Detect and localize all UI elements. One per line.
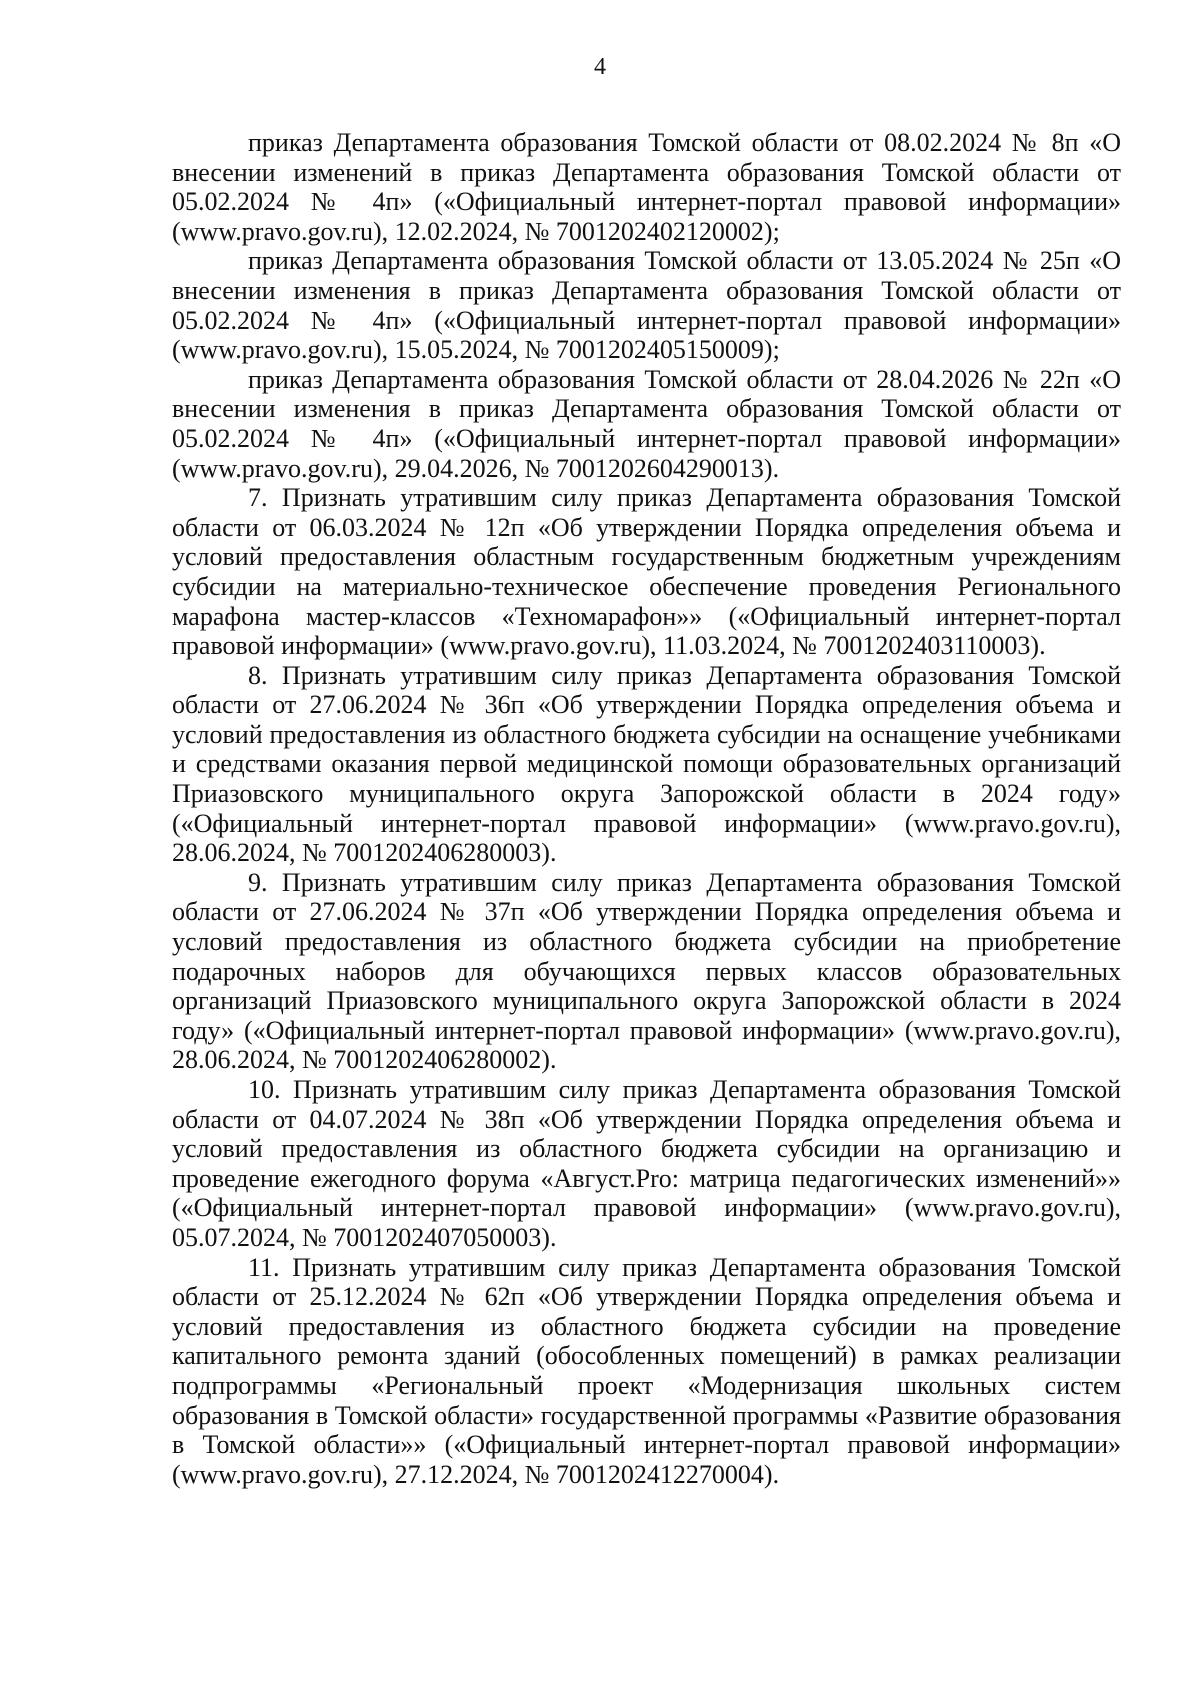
paragraph-order-22p: приказ Департамента образования Томской области от 28.04.2026 № 22п «О внесении изменения в приказ Департамента образования Томской области от 05.02.2024 № 4п» («Официальный интернет-портал правовой информации» (www.pravo.gov.ru), 29.04.2026, № 7001202604290013). <box>172 364 1121 483</box>
paragraph-order-25p: приказ Департамента образования Томской области от 13.05.2024 № 25п «О внесении изменения в приказ Департамента образования Томской области от 05.02.2024 № 4п» («Официальный интернет-портал правовой информации» (www.pravo.gov.ru), 15.05.2024, № 7001202405150009); <box>172 246 1121 365</box>
page-number: 4 <box>594 54 606 80</box>
paragraph-order-8p: приказ Департамента образования Томской области от 08.02.2024 № 8п «О внесении изменений в приказ Департамента образования Томской области от 05.02.2024 № 4п» («Официальный интернет-портал правовой информации» (www.pravo.gov.ru), 12.02.2024, № 7001202402120002); <box>172 128 1121 246</box>
paragraph-item-7: 7. Признать утратившим силу приказ Департамента образования Томской области от 06.03.2024 № 12п «Об утверждении Порядка определения объема и условий предоставления областным государственным бюджетным учреждениям субсидии на материально-техническое обеспечение проведения Регионального марафона мастер-классов «Техномарафон»» («Официальный интернет-портал правовой информации» (www.pravo.gov.ru), 11.03.2024, № 7001202403110003). <box>172 483 1121 661</box>
paragraph-item-9: 9. Признать утратившим силу приказ Департамента образования Томской области от 27.06.2024 № 37п «Об утверждении Порядка определения объема и условий предоставления из областного бюджета субсидии на приобретение подарочных наборов для обучающихся первых классов образовательных организаций Приазовского муниципального округа Запорожской области в 2024 году» («Официальный интернет-портал правовой информации» (www.pravo.gov.ru), 28.06.2024, № 7001202406280002). <box>172 867 1121 1075</box>
document-body <box>172 128 1121 1489</box>
paragraph-item-8: 8. Признать утратившим силу приказ Департамента образования Томской области от 27.06.2024 № 36п «Об утверждении Порядка определения объема и условий предоставления из областного бюджета субсидии на оснащение учебниками и средствами оказания первой медицинской помощи образовательных организаций Приазовского муниципального округа Запорожской области в 2024 году» («Официальный интернет-портал правовой информации» (www.pravo.gov.ru), 28.06.2024, № 7001202406280003). <box>172 660 1121 868</box>
paragraph-item-11: 11. Признать утратившим силу приказ Департамента образования Томской области от 25.12.2024 № 62п «Об утверждении Порядка определения объема и условий предоставления из областного бюджета субсидии на проведение капитального ремонта зданий (обособленных помещений) в рамках реализации подпрограммы «Региональный проект «Модернизация школьных систем образования в Томской области» государственной программы «Развитие образования в Томской области»» («Официальный интернет-портал правовой информации» (www.pravo.gov.ru), 27.12.2024, № 7001202412270004). <box>172 1252 1121 1489</box>
paragraph-item-10: 10. Признать утратившим силу приказ Департамента образования Томской области от 04.07.2024 № 38п «Об утверждении Порядка определения объема и условий предоставления из областного бюджета субсидии на организацию и проведение ежегодного форума «Август.Pro: матрица педагогических изменений»» («Официальный интернет-портал правовой информации» (www.pravo.gov.ru), 05.07.2024, № 7001202407050003). <box>172 1075 1121 1252</box>
